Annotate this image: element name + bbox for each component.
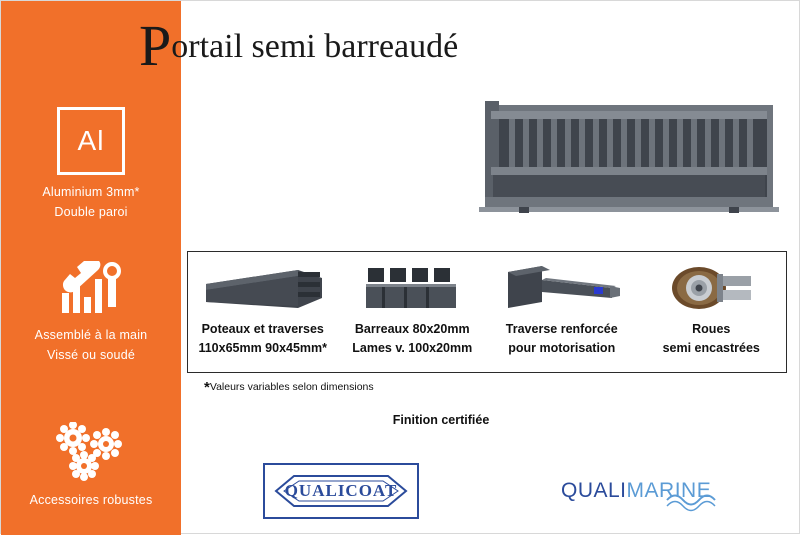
feature-item (188, 252, 338, 372)
footnote (204, 379, 374, 396)
aluminium-symbol: Al (77, 125, 105, 156)
post-and-rail-profile-icon (198, 260, 328, 316)
page-title (139, 13, 459, 78)
feature-label-line1: Traverse renforcée (505, 322, 618, 336)
qualicoat-logo (263, 463, 419, 519)
feature-item (487, 252, 637, 372)
sidebar-caption-line2: Double paroi (54, 205, 128, 219)
gate-illustration (479, 101, 779, 219)
feature-label-line2: semi encastrées (662, 341, 760, 355)
title-text: ortail semi barreaudé (171, 28, 459, 65)
feature-label-line2: pour motorisation (508, 341, 616, 355)
footnote-text: Valeurs variables selon dimensions (209, 381, 374, 393)
sidebar-caption-line1: Assemblé à la main (34, 328, 148, 342)
sidebar (1, 1, 181, 535)
features-box (187, 251, 787, 373)
wrench-tools-icon (1, 256, 181, 318)
feature-label-line1: Poteaux et traverses (201, 322, 324, 336)
aluminium-square-icon (57, 107, 125, 175)
footnote-star: * (204, 379, 210, 396)
reinforced-crossbar-icon (502, 260, 622, 316)
title-drop-cap: P (139, 13, 172, 78)
qualimarine-logo (561, 471, 721, 511)
wheel-icon (665, 260, 757, 316)
qualimarine-text-part2: MARINE (626, 479, 712, 502)
feature-label-line1: Roues (692, 322, 731, 336)
feature-item (637, 252, 787, 372)
certification-heading: Finition certifiée (392, 413, 490, 427)
feature-item (338, 252, 488, 372)
qualimarine-text-part1: QUALI (561, 479, 627, 502)
qualicoat-text: QUALICOAT (284, 481, 398, 500)
feature-label-line1: Barreaux 80x20mm (354, 322, 470, 336)
bars-slats-icon (364, 260, 460, 316)
gears-icon (1, 421, 181, 483)
sidebar-caption-line1: Accessoires robustes (29, 493, 153, 507)
sidebar-caption-line2: Vissé ou soudé (46, 348, 136, 362)
sidebar-block-accessories (1, 421, 181, 507)
feature-label-line2: Lames v. 100x20mm (352, 341, 473, 355)
sidebar-caption-line1: Aluminium 3mm* (42, 185, 140, 199)
sidebar-block-aluminium (1, 107, 181, 219)
feature-label-line2: 110x65mm 90x45mm* (198, 341, 328, 355)
sidebar-block-assembly (1, 256, 181, 362)
